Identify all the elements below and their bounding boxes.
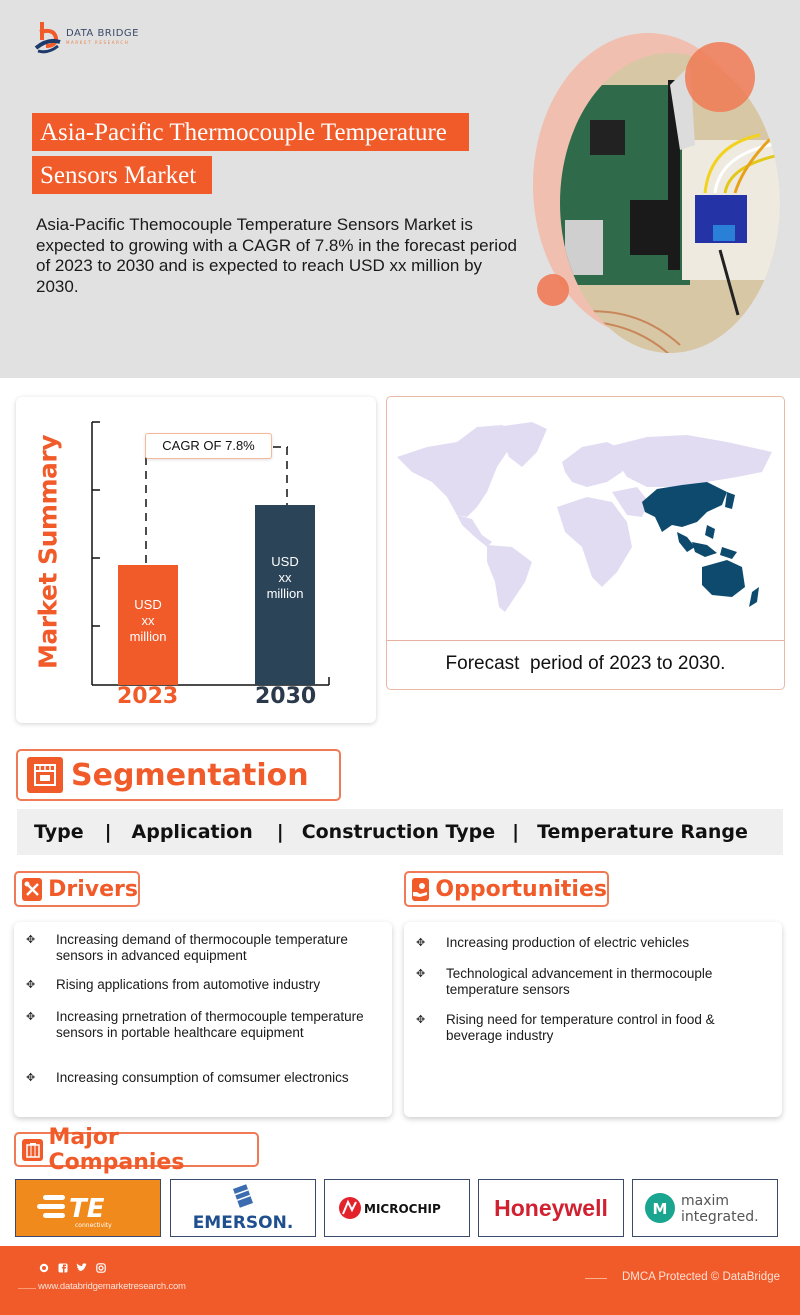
microchip-logo [332,1188,462,1228]
list-item: ✥ Rising applications from automotive industry [26,977,321,992]
emerson-logo [178,1182,308,1234]
world-map [387,397,785,640]
footer-divider [585,1278,607,1279]
world-map-card [386,396,785,690]
asia-pacific-highlight [642,482,759,607]
svg-text:EMERSON.: EMERSON. [192,1213,294,1233]
dmca-notice: DMCA Protected © DataBridge [621,1271,780,1283]
drivers-title: Drivers [48,876,138,902]
segment-construction-type[interactable]: Construction Type [301,821,496,843]
bar-2023-value: USD xx million [129,597,167,644]
opportunities-list [404,922,782,1117]
company-logo-emerson[interactable] [170,1179,316,1237]
list-item: ✥ Technological advancement in thermocouple temperature sensors [416,966,713,997]
major-companies-title: Major Companies [48,1124,185,1175]
market-summary-title: Market Summary [33,434,63,670]
drivers-list [14,922,392,1117]
honeywell-logo [484,1188,619,1228]
brand-name: DATA BRIDGE [66,28,139,39]
segmentation-title: Segmentation [71,757,309,793]
page-title-line-1: Asia-Pacific Thermocouple Temperature [32,113,469,151]
major-companies-header [14,1124,259,1175]
svg-text:integrated.: integrated. [680,1209,759,1225]
list-item: ✥ Rising need for temperature control in food & beverage industry [416,1012,715,1043]
segmentation-bar [17,809,783,855]
segmentation-header [16,749,341,801]
company-logo-microchip[interactable] [324,1179,470,1237]
footer [0,1246,800,1315]
company-logo-te[interactable] [15,1179,161,1237]
cagr-badge: CAGR OF 7.8% [145,433,272,459]
svg-text:Honeywell: Honeywell [493,1195,608,1221]
store-icon [27,757,63,793]
opportunities-header [404,871,609,907]
data-bridge-logo-icon [34,20,62,54]
list-item: ✥ Increasing consumption of comsumer electronics [26,1070,349,1085]
year-label-2030: 2030 [255,684,317,709]
year-label-2023: 2023 [117,684,179,709]
social-links [38,1262,106,1273]
segment-separator: | [104,821,112,843]
hero-description: Asia-Pacific Themocouple Temperature Sensors Market is expected to growing with a CAGR of 7.8% in the forecast period of 2023 to 2030 and is expected to reach USD xx million by 2030. [36,215,517,296]
hero-photo-image [520,25,790,360]
svg-text:MICROCHIP: MICROCHIP [364,1202,441,1216]
svg-text:maxim: maxim [680,1193,729,1209]
website-link[interactable]: www.databridgemarketresearch.com [38,1281,186,1292]
brand-logo[interactable] [34,20,139,54]
svg-text:connectivity: connectivity [75,1222,112,1229]
instagram-icon[interactable] [95,1262,106,1273]
page-title-line-2: Sensors Market [32,156,212,194]
opportunities-title: Opportunities [435,876,607,902]
diamond-bullet-icon: ✥ [416,1014,426,1026]
map-divider [387,640,784,641]
bar-2030-value: USD xx million [266,554,304,601]
facebook-icon[interactable] [57,1262,68,1273]
forecast-period-caption: Forecast period of 2023 to 2030. [445,653,726,674]
segment-separator: | [276,821,284,843]
company-logo-maxim[interactable] [632,1179,778,1237]
tools-icon [22,878,42,901]
segment-application[interactable]: Application [131,821,253,843]
list-item: ✥ Increasing production of electric vehicles [416,935,690,950]
hand-holding-icon [412,878,429,901]
diamond-bullet-icon: ✥ [26,934,36,946]
drivers-header [14,871,140,907]
te-connectivity-logo [33,1185,143,1231]
diamond-bullet-icon: ✥ [416,968,426,980]
brand-tagline: MARKET RESEARCH [66,40,130,45]
hero-section [0,0,800,378]
maxim-integrated-logo [638,1186,773,1230]
twitter-icon[interactable] [76,1262,87,1273]
segment-separator: | [512,821,520,843]
svg-text:M: M [652,1200,667,1218]
diamond-bullet-icon: ✥ [26,1011,36,1023]
svg-text:TE: TE [69,1194,105,1224]
list-item: ✥ Increasing prnetration of thermocouple temperature sensors in portable healthcare equipment [26,1009,364,1040]
segment-temperature-range[interactable]: Temperature Range [537,821,748,843]
whatsapp-icon[interactable] [38,1262,49,1273]
building-icon [22,1139,43,1161]
list-item: ✥ Increasing demand of thermocouple temperature sensors in advanced equipment [26,932,348,963]
diamond-bullet-icon: ✥ [26,1072,36,1084]
footer-divider [18,1288,36,1289]
diamond-bullet-icon: ✥ [416,937,426,949]
company-logo-honeywell[interactable] [478,1179,624,1237]
diamond-bullet-icon: ✥ [26,979,36,991]
segment-type[interactable]: Type [34,821,84,843]
